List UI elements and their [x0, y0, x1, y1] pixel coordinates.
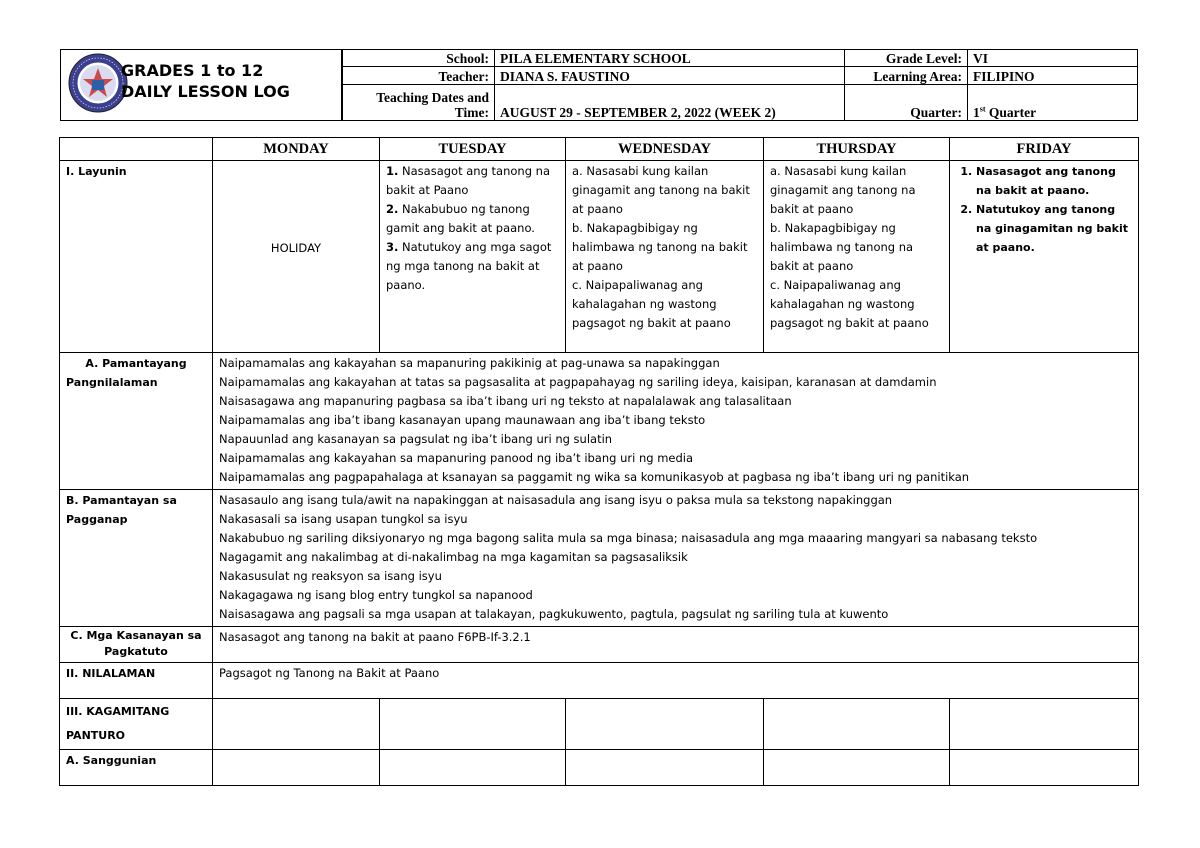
- nilalaman-content: Pagsagot ng Tanong na Bakit at Paano: [213, 663, 1139, 699]
- list-item: Naipamamalas ang kakayahan at tatas sa pagsasalita at pagpapahayag ng sariling ideya, kaisipan, karanasan at damdamin: [219, 375, 937, 389]
- days-header-row: [60, 138, 1139, 161]
- friday-objective-2: 2. Natutukoy ang tanong na ginagamitan ng bakit at paano.: [976, 200, 1132, 257]
- corner-cell: [60, 138, 213, 161]
- dates-label-line-1: Teaching Dates and: [376, 90, 489, 105]
- dates-label-line-2: Time:: [454, 105, 489, 120]
- grade-label: Grade Level:: [845, 50, 968, 67]
- friday-objective-list: [956, 162, 1132, 257]
- pamantayang-pangnilalaman-row: [60, 353, 1139, 490]
- dates-label: [343, 84, 495, 120]
- list-item: Naisasagawa ang mapanuring pagbasa sa iba’t ibang uri ng teksto at napalalawak ang talasalitaan: [219, 394, 792, 408]
- list-item: Nakabubuo ng sariling diksiyonaryo ng mga bagong salita mula sa mga binasa; naisasadula ang mga maaaring mangyari sa nabasang teksto: [219, 531, 1038, 545]
- list-item: Naipamamalas ang pagpapahalaga at ksanayan sa paggamit ng wika sa komunikasyob at pagbasa ng iba’t ibang uri ng panitikan: [219, 470, 970, 484]
- quarter-number: 1: [973, 105, 980, 120]
- kagamitang-label: III. KAGAMITANG PANTURO: [60, 699, 213, 750]
- list-item: Nakasusulat ng reaksyon sa isang isyu: [219, 569, 442, 583]
- dates-value: AUGUST 29 - SEPTEMBER 2, 2022 (WEEK 2): [495, 84, 845, 120]
- kagamitang-monday: [213, 699, 380, 750]
- sanggunian-monday: [213, 750, 380, 786]
- sanggunian-thursday: [764, 750, 950, 786]
- sanggunian-wednesday: [566, 750, 764, 786]
- list-item: Naipamamalas ang kakayahan sa mapanuring panood ng iba’t ibang uri ng media: [219, 451, 694, 465]
- thursday-objectives: [764, 161, 950, 353]
- day-tuesday: TUESDAY: [380, 138, 566, 161]
- list-item: Naisasagawa ang pagsali sa mga usapan at talakayan, pagkukuwento, pagtula, pagsulat ng sariling tula at kuwento: [219, 607, 889, 621]
- day-monday: MONDAY: [213, 138, 380, 161]
- tuesday-objective-1: 1. Nasasagot ang tanong na bakit at Paano: [386, 164, 551, 197]
- pamantayan-sa-pagganap-row: [60, 490, 1139, 627]
- kagamitang-tuesday: [380, 699, 566, 750]
- thursday-objective-c: c. Naipapaliwanag ang kahalagahan ng wastong pagsagot ng bakit at paano: [770, 278, 929, 330]
- day-wednesday: WEDNESDAY: [566, 138, 764, 161]
- list-item: Nakasasali sa isang usapan tungkol sa isyu: [219, 512, 468, 526]
- layunin-row: [60, 161, 1139, 353]
- list-item: Naipamamalas ang iba’t ibang kasanayan upang maunawaan ang iba’t ibang teksto: [219, 413, 706, 427]
- list-item: Nakagagawa ng isang blog entry tungkol sa napanood: [219, 588, 533, 602]
- pamantayang-pangnilalaman-label: A. Pamantayang Pangnilalaman: [60, 353, 213, 490]
- header-title-box: [60, 49, 342, 121]
- pamantayan-sa-pagganap-label: B. Pamantayan sa Pagganap: [60, 490, 213, 627]
- kagamitang-row: [60, 699, 1139, 750]
- quarter-label: Quarter:: [845, 84, 968, 120]
- title-line-2: DAILY LESSON LOG: [121, 82, 290, 101]
- info-table: [342, 49, 1138, 121]
- teacher-label: Teacher:: [343, 67, 495, 84]
- day-thursday: THURSDAY: [764, 138, 950, 161]
- kasanayan-row: [60, 627, 1139, 663]
- quarter-word: Quarter: [985, 105, 1037, 120]
- nilalaman-row: [60, 663, 1139, 699]
- deped-seal-icon: [67, 52, 129, 114]
- wednesday-objective-c: c. Naipapaliwanag ang kahalagahan ng wastong pagsagot ng bakit at paano: [572, 278, 731, 330]
- sanggunian-friday: [950, 750, 1139, 786]
- friday-objective-1: 1. Nasasagot ang tanong na bakit at paano.: [976, 162, 1132, 200]
- lesson-log-table: [59, 137, 1139, 786]
- friday-objectives: [950, 161, 1139, 353]
- monday-holiday: HOLIDAY: [213, 161, 380, 353]
- sanggunian-label: A. Sanggunian: [60, 750, 213, 786]
- area-label: Learning Area:: [845, 67, 968, 84]
- grade-value: VI: [968, 50, 1138, 67]
- list-item: Napauunlad ang kasanayan sa pagsulat ng iba’t ibang uri ng sulatin: [219, 432, 613, 446]
- wednesday-objective-a: a. Nasasabi kung kailan ginagamit ang tanong na bakit at paano: [572, 164, 750, 216]
- quarter-suffix: st: [979, 104, 986, 114]
- kagamitang-friday: [950, 699, 1139, 750]
- tuesday-objective-3: 3. Natutukoy ang mga sagot ng mga tanong na bakit at paano.: [386, 240, 552, 292]
- kasanayan-label: C. Mga Kasanayan sa Pagkatuto: [60, 627, 213, 663]
- sanggunian-row: [60, 750, 1139, 786]
- layunin-label: I. Layunin: [60, 161, 213, 353]
- area-value: FILIPINO: [968, 67, 1138, 84]
- list-item: Nagagamit ang nakalimbag at di-nakalimbag na mga kagamitan sa pagsasaliksik: [219, 550, 688, 564]
- tuesday-objectives: [380, 161, 566, 353]
- wednesday-objective-b: b. Nakapagbibigay ng halimbawa ng tanong na bakit at paano: [572, 221, 748, 273]
- kagamitang-thursday: [764, 699, 950, 750]
- quarter-value: [968, 84, 1138, 120]
- thursday-objective-b: b. Nakapagbibigay ng halimbawa ng tanong na bakit at paano: [770, 221, 914, 273]
- wednesday-objectives: [566, 161, 764, 353]
- teacher-value: DIANA S. FAUSTINO: [495, 67, 845, 84]
- title-line-1: GRADES 1 to 12: [121, 61, 264, 80]
- day-friday: FRIDAY: [950, 138, 1139, 161]
- kasanayan-content: Nasasagot ang tanong na bakit at paano F6PB-If-3.2.1: [213, 627, 1139, 663]
- sanggunian-tuesday: [380, 750, 566, 786]
- list-item: Naipamamalas ang kakayahan sa mapanuring pakikinig at pag-unawa sa napakinggan: [219, 356, 720, 370]
- tuesday-objective-2: 2. Nakabubuo ng tanong gamit ang bakit at paano.: [386, 202, 535, 235]
- pamantayang-pangnilalaman-content: [213, 353, 1139, 490]
- school-label: School:: [343, 50, 495, 67]
- header-title: [121, 60, 290, 102]
- nilalaman-label: II. NILALAMAN: [60, 663, 213, 699]
- pamantayan-sa-pagganap-content: [213, 490, 1139, 627]
- school-value: PILA ELEMENTARY SCHOOL: [495, 50, 845, 67]
- list-item: Nasasaulo ang isang tula/awit na napakinggan at naisasadula ang isang isyu o paksa mula sa tekstong napakinggan: [219, 493, 893, 507]
- kagamitang-wednesday: [566, 699, 764, 750]
- thursday-objective-a: a. Nasasabi kung kailan ginagamit ang tanong na bakit at paano: [770, 164, 916, 216]
